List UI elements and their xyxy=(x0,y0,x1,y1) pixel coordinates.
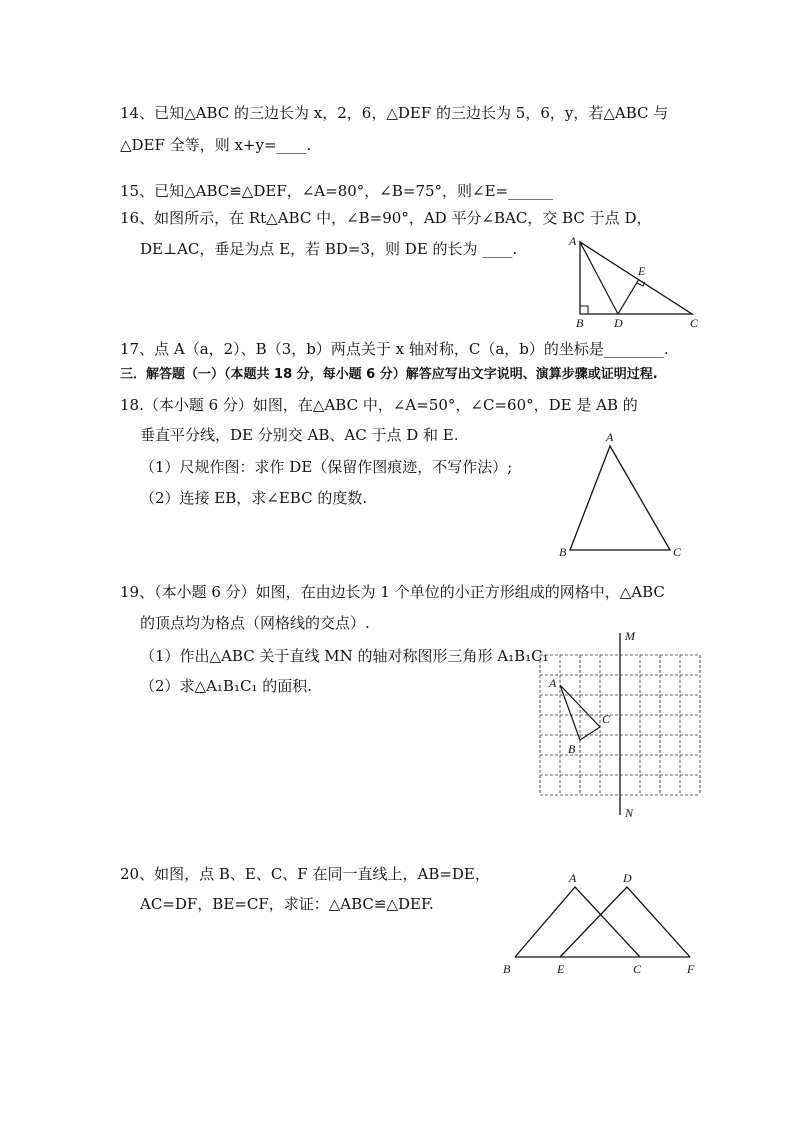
q16-label-b: B xyxy=(576,316,584,330)
q19-line2: 的顶点均为格点（网格线的交点）. xyxy=(140,614,370,632)
q16-label-c: C xyxy=(690,316,699,330)
q20-label-b: B xyxy=(503,962,511,976)
q20-figure xyxy=(495,867,710,982)
q19-label-n: N xyxy=(625,806,634,820)
q18-line4: （2）连接 EB，求∠EBC 的度数. xyxy=(140,489,368,507)
q20-label-f: F xyxy=(687,962,695,976)
q19-label-b: B xyxy=(568,742,576,756)
q20-label-c: C xyxy=(633,962,642,976)
q19-label-m: M xyxy=(625,629,635,643)
q19-line3: （1）作出△ABC 关于直线 MN 的轴对称图形三角形 A₁B₁C₁ xyxy=(140,647,549,665)
q17-line1: 17、点 A（a，2）、B（3，b）两点关于 x 轴对称，C（a，b）的坐标是________. xyxy=(120,340,669,358)
q16-line2: DE⊥AC，垂足为点 E，若 BD=3，则 DE 的长为 ____. xyxy=(140,240,518,258)
q19-line1: 19、（本小题 6 分）如图，在由边长为 1 个单位的小正方形组成的网格中，△ABC xyxy=(120,583,665,601)
q16-label-d: D xyxy=(614,316,623,330)
q14-line2: △DEF 全等，则 x+y=____. xyxy=(120,136,312,154)
q20-label-a: A xyxy=(569,871,577,885)
q19-label-a: A xyxy=(549,676,557,690)
q14-line1: 14、已知△ABC 的三边长为 x，2，6，△DEF 的三边长为 5，6，y，若△ABC 与 xyxy=(120,104,669,122)
q19-label-c: C xyxy=(602,712,611,726)
q20-line1: 20、如图，点 B、E、C、F 在同一直线上，AB=DE， xyxy=(120,865,490,883)
q20-label-e: E xyxy=(557,962,565,976)
q18-figure xyxy=(555,428,695,563)
q18-label-b: B xyxy=(559,545,567,559)
q20-line2: AC=DF，BE=CF，求证：△ABC≌△DEF. xyxy=(140,895,434,913)
q18-line1: 18.（本小题 6 分）如图，在△ABC 中，∠A=50°，∠C=60°，DE 是 AB 的 xyxy=(120,396,638,414)
q18-line3: （1）尺规作图：求作 DE（保留作图痕迹，不写作法）; xyxy=(140,458,513,476)
q15-line1: 15、已知△ABC≌△DEF，∠A=80°，∠B=75°，则∠E=______ xyxy=(120,182,554,200)
q18-label-c: C xyxy=(673,545,682,559)
q18-label-a: A xyxy=(606,430,614,444)
q16-label-a: A xyxy=(569,234,577,248)
q20-label-d: D xyxy=(623,871,632,885)
q19-grid-figure xyxy=(530,625,710,820)
q16-figure xyxy=(560,232,710,332)
section3-heading: 三．解答题（一）（本题共 18 分，每小题 6 分）解答应写出文字说明、演算步骤或证明过程. xyxy=(120,367,658,382)
q16-line1: 16、如图所示，在 Rt△ABC 中，∠B=90°，AD 平分∠BAC，交 BC 于点 D， xyxy=(120,209,652,227)
q18-line2: 垂直平分线，DE 分别交 AB、AC 于点 D 和 E. xyxy=(140,426,459,444)
q16-label-e: E xyxy=(638,264,646,278)
q19-line4: （2）求△A₁B₁C₁ 的面积. xyxy=(140,677,312,695)
